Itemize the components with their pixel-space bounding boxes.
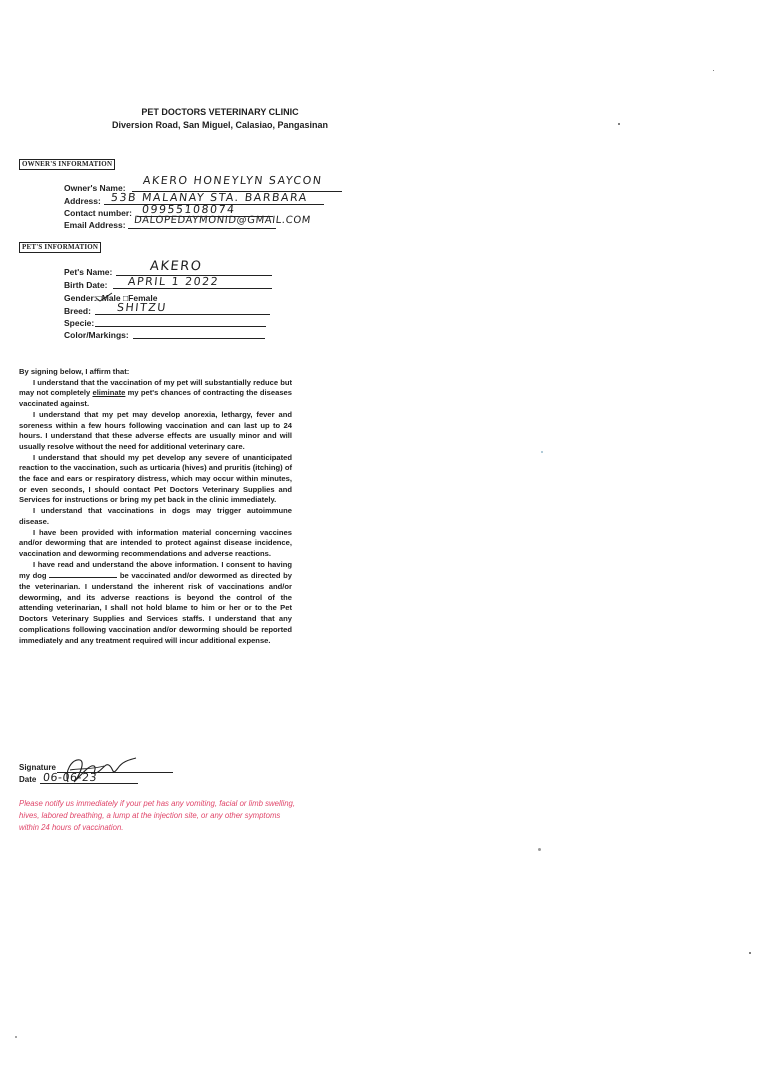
scan-speck (749, 952, 751, 954)
clinic-name: PET DOCTORS VETERINARY CLINIC (141, 107, 299, 117)
p6-after: be vaccinated and/or dewormed as directed by the veterinarian. I understand the inherent risk of vaccinations and/or deworming, and its adverse reactions is beyond the control of the attending veterinarian, I shall not hold blame to him or her or to the Pet Doctors Veterinary Supplies and Services staffs. I understand that any complications following vaccination and/or deworming should be reported immediately and any treatment required will incur additional expense. (19, 571, 292, 645)
statement-paragraph-5: I have been provided with information material concerning vaccines and/or deworming that are intended to protect against disease incidence, vaccination and deworming recommendations and adverse reactions. (19, 527, 292, 558)
scan-speck (713, 70, 714, 71)
breed-line (95, 314, 270, 315)
color-markings-line (133, 338, 265, 339)
male-check-mark (95, 292, 113, 302)
birth-date-value: APRIL 1 2022 (127, 275, 220, 288)
statement-paragraph-3: I understand that should my pet develop any severe of unanticipated reaction to the vaccination, such as urticaria (hives) and pruritis (itching) of the face and ears or respiratory distress, which may occur within minutes, or even seconds, I should contact Pet Doctors Veterinary Supplies and Services for instructions or bring my pet back in the clinic immediately. (19, 452, 292, 505)
gender-label: Gender: (64, 293, 97, 303)
notification-note: Please notify us immediately if your pet has any vomiting, facial or limb swelling, hives, labored breathing, a lump at the injection site, or any other symptoms within 24 hours of vaccination. (19, 799, 296, 832)
breed-label: Breed: (64, 306, 91, 316)
birth-date-label: Birth Date: (64, 280, 108, 290)
statement-paragraph-2: I understand that my pet may develop anorexia, lethargy, fever and soreness within a few hours following vaccination and can last up to 24 hours. I understand that these adverse effects are usually minor and will usually resolve without the need for additional veterinary care. (19, 409, 292, 451)
female-checkbox[interactable]: □ (123, 293, 129, 303)
scan-speck (541, 451, 543, 453)
scan-speck (538, 848, 541, 851)
scan-speck (618, 123, 620, 125)
dog-name-blank[interactable] (49, 570, 117, 578)
owner-email-label: Email Address: (64, 220, 126, 230)
specie-label: Specie: (64, 318, 95, 328)
owner-contact-label: Contact number: (64, 208, 132, 218)
owner-name-value: AKERO HONEYLYN SAYCON (142, 174, 324, 187)
breed-value: SHITZU (116, 301, 168, 314)
female-label: Female (128, 293, 158, 303)
owner-address-value: 53B MALANAY STA. BARBARA (110, 191, 309, 204)
p1-after: my pet's chances of contracting the diseases vaccinated against. (19, 388, 292, 409)
statement-paragraph-4: I understand that vaccinations in dogs may trigger autoimmune disease. (19, 506, 292, 526)
statement-paragraph-6 (19, 560, 292, 647)
birth-date-line (113, 288, 272, 289)
owner-section-title: OWNER'S INFORMATION (19, 159, 115, 170)
p1-before: I understand that the vaccination of my pet will substantially reduce but may not completely (19, 377, 292, 398)
statement-intro: By signing below, I affirm that: (19, 367, 130, 376)
specie-line (95, 326, 266, 327)
p6-before: I have read and understand the above information. I consent to having my dog (19, 559, 292, 581)
clinic-address: Diversion Road, San Miguel, Calasiao, Pangasinan (111, 120, 329, 130)
pet-name-value: AKERO (149, 259, 204, 274)
date-value: 06-06-23 (42, 771, 98, 784)
pet-name-label: Pet's Name: (64, 267, 113, 277)
owner-contact-value: 09955108074 (141, 203, 237, 216)
scan-speck (15, 1036, 17, 1038)
owner-email-line (128, 228, 276, 229)
pet-section-title: PET'S INFORMATION (19, 242, 101, 253)
p1-underlined: eliminate (92, 388, 126, 398)
owner-name-label: Owner's Name: (64, 183, 126, 193)
statement-paragraph-1 (19, 378, 292, 410)
consent-statement (19, 367, 292, 646)
male-checkbox[interactable]: □ (96, 293, 102, 303)
color-markings-label: Color/Markings: (64, 330, 129, 340)
owner-email-value: DALOPEDAYMONID@GMAIL.COM (133, 215, 312, 226)
male-label: Male (101, 293, 121, 303)
signature-label: Signature (19, 763, 56, 772)
owner-address-label: Address: (64, 196, 101, 206)
date-label: Date (19, 775, 37, 784)
